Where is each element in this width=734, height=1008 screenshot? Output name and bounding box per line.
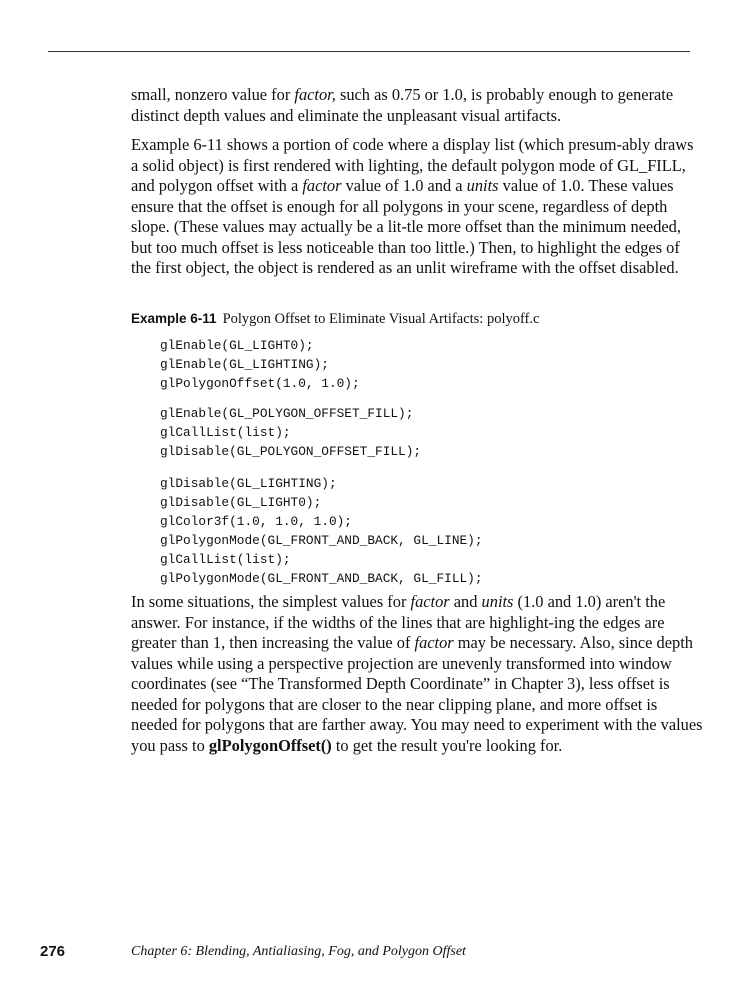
header-rule <box>48 51 690 52</box>
page-number: 276 <box>40 943 66 960</box>
paragraph-example-description <box>131 135 703 279</box>
text: may be necessary. Also, since depth values while using a perspective projection are unevenly transformed into window coordinates (see “The Transformed Depth Coordinate” in Chapter 3), less offset is needed for polygons that are closer to the near clipping plane, and more offset is needed for polygons that are farther away. You may need to experiment with the values you pass to <box>131 633 703 755</box>
text: such as 0.75 or 1.0, is probably enough to generate distinct depth values and eliminate the unpleasant visual artifacts. <box>131 85 674 125</box>
example-label: Example 6-11 <box>131 311 217 326</box>
code-block-offset-fill: glEnable(GL_POLYGON_OFFSET_FILL); glCallList(list); glDisable(GL_POLYGON_OFFSET_FILL); <box>160 406 422 459</box>
italic-term: factor <box>414 633 454 652</box>
chapter-footer: Chapter 6: Blending, Antialiasing, Fog, and Polygon Offset <box>131 944 466 959</box>
paragraph-other-situations <box>131 592 703 756</box>
italic-term: factor, <box>294 85 336 104</box>
text: small, nonzero value for <box>131 85 295 104</box>
italic-term: factor <box>302 176 342 195</box>
code-block-wireframe: glDisable(GL_LIGHTING); glDisable(GL_LIGHT0); glColor3f(1.0, 1.0, 1.0); glPolygonMode(GL_FRONT_AND_BACK, GL_LINE); glCallList(list); glPolygonMode(GL_FRONT_AND_BACK, GL_FILL); <box>160 476 483 586</box>
paragraph-factor-intro <box>131 85 703 126</box>
italic-term: units <box>466 176 499 195</box>
text: to get the result you're looking for. <box>331 735 563 755</box>
text: (1.0 and 1.0) aren't the answer. For instance, if the widths of the lines that are highlight-ing the edges are greater than 1, then increasing the value of <box>131 592 666 652</box>
example-title: Polygon Offset to Eliminate Visual Artifacts: polyoff.c <box>222 311 540 327</box>
example-caption <box>131 310 703 328</box>
text: Example 6-11 shows a portion of code where a display list (which presum-ably draws a solid object) is first rendered with lighting, the default polygon mode of GL_FILL, and polygon offset with a <box>131 135 694 195</box>
italic-term: units <box>481 592 514 611</box>
text: and <box>449 592 482 611</box>
text: value of 1.0. These values ensure that the offset is enough for all polygons in your scene, regardless of depth slope. (These values may actually be a lit-tle more offset than the minimum needed, but too much offset is less noticeable than too little.) Then, to highlight the edges of the first object, the object is rendered as an unlit wireframe with the offset disabled. <box>131 176 681 277</box>
text: In some situations, the simplest values for <box>131 592 411 611</box>
code-block-lighting: glEnable(GL_LIGHT0); glEnable(GL_LIGHTING); glPolygonOffset(1.0, 1.0); <box>160 338 360 391</box>
italic-term: factor <box>410 592 450 611</box>
text: value of 1.0 and a <box>341 176 467 195</box>
function-name: glPolygonOffset() <box>208 735 332 755</box>
